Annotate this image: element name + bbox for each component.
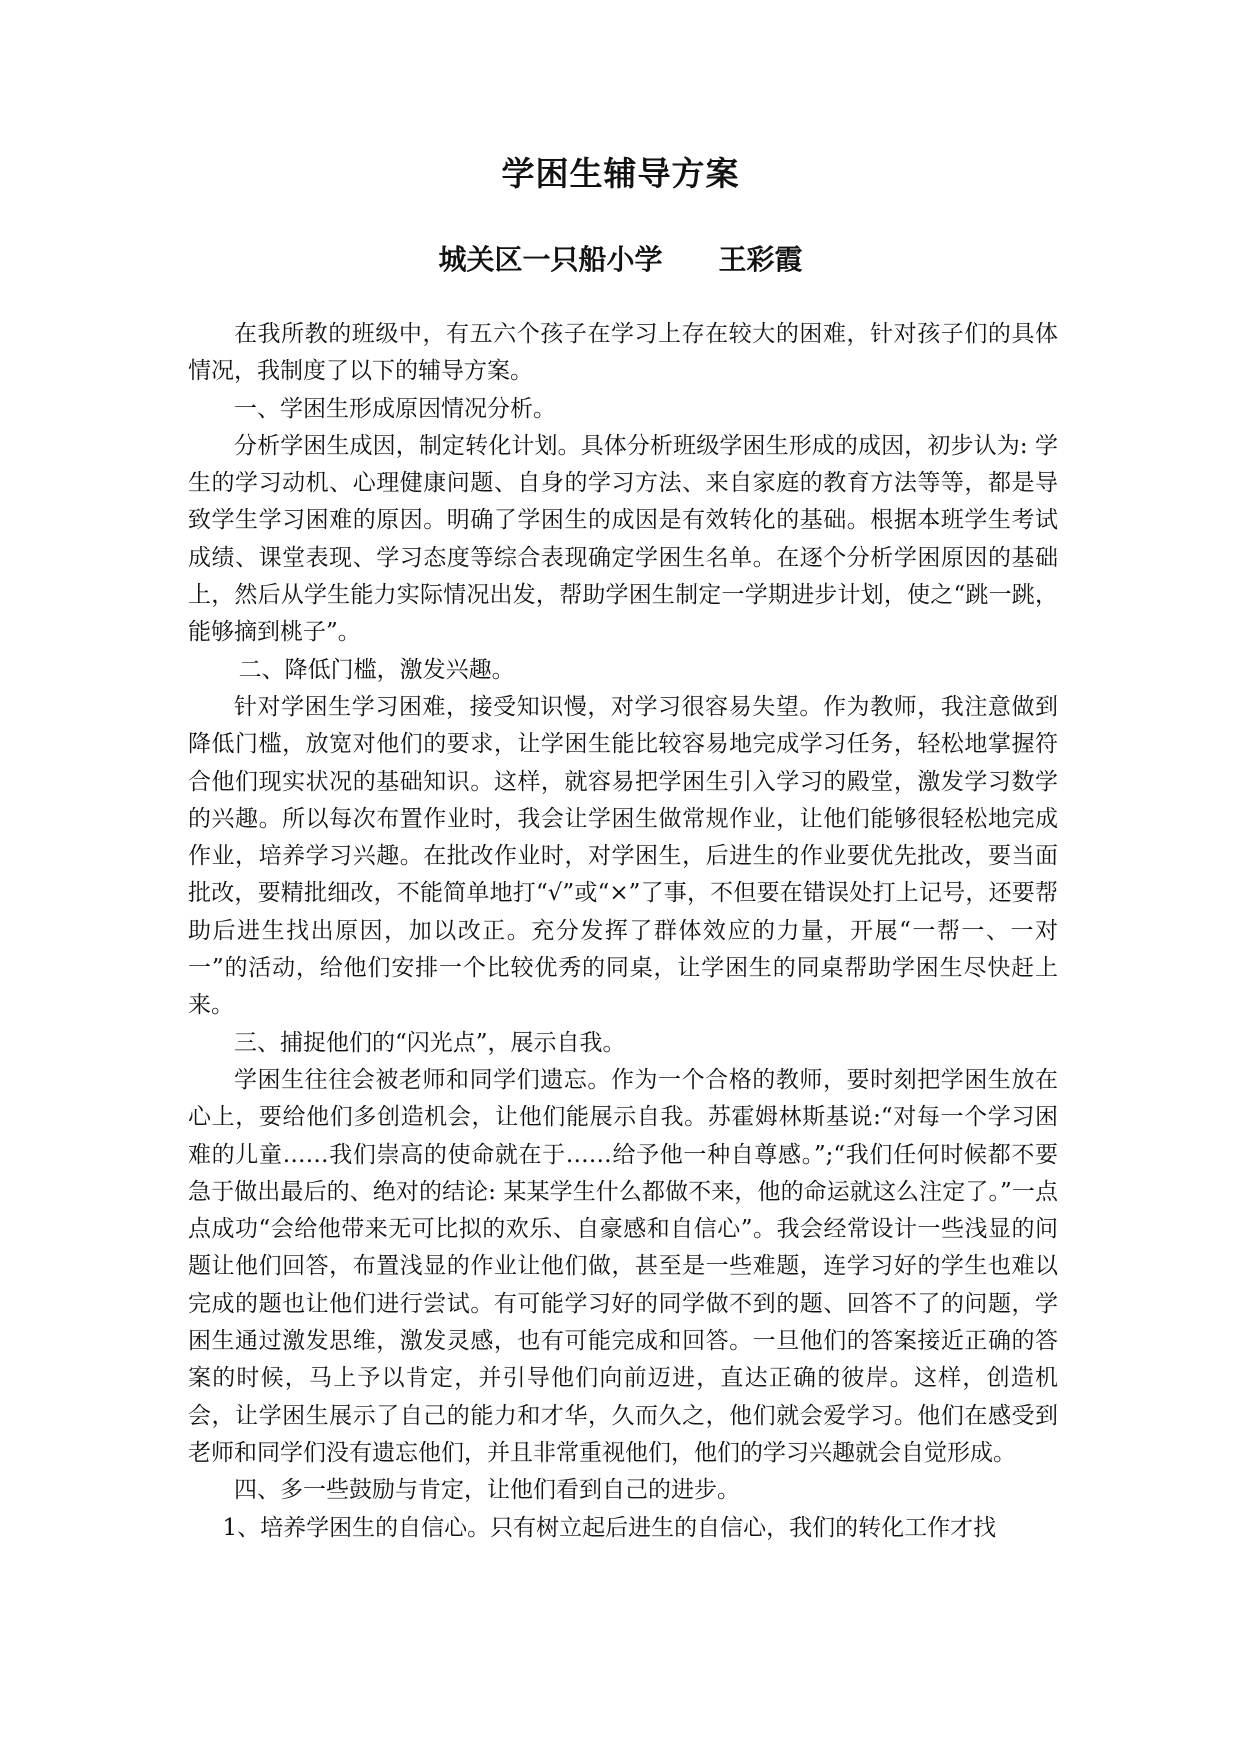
intro-paragraph: 在我所教的班级中，有五六个孩子在学习上存在较大的困难，针对孩子们的具体情况，我制度了以下的辅导方案。 — [188, 321, 1058, 385]
section-1-paragraph: 分析学困生成因，制定转化计划。具体分析班级学困生形成的成因，初步认为: 学生的学习动机、心理健康问题、自身的学习方法、来自家庭的教育方法等等，都是导致学生学习困难的原因。明确了学困生的成因是有效转化的基础。根据本班学生考试成绩、课堂表现、学习态度等综合表现确定学困生名单。在逐个分析学困原因的基础上，然后从学生能力实际情况出发，帮助学困生制定一学期进步计划，使之“跳一跳，能够摘到桃子”。 — [188, 432, 1058, 646]
document-title: 学困生辅导方案 — [501, 154, 740, 193]
section-2-paragraph: 针对学困生学习困难，接受知识慢，对学习很容易失望。作为教师，我注意做到降低门槛，放宽对他们的要求，让学困生能比较容易地完成学习任务，轻松地掌握符合他们现实状况的基础知识。这样，就容易把学困生引入学习的殿堂，激发学习数学的兴趣。所以每次布置作业时，我会让学困生做常规作业，让他们能够很轻松地完成作业，培养学习兴趣。在批改作业时，对学困生，后进生的作业要优先批改，要当面批改，要精批细改，不能简单地打“√”或“×”了事，不但要在错误处打上记号，还要帮助后进生找出原因，加以改正。充分发挥了群体效应的力量，开展“一帮一、一对一”的活动，给他们安排一个比较优秀的同桌，让学困生的同桌帮助学困生尽快赶上来。 — [188, 693, 1058, 1019]
section-heading-3: 三、捕捉他们的“闪光点”，展示自我。 — [234, 1029, 626, 1056]
section-3-paragraph: 学困生往往会被老师和同学们遗忘。作为一个合格的教师，要时刻把学困生放在心上，要给他们多创造机会，让他们能展示自我。苏霍姆林斯基说:“对每一个学习困难的儿童……我们崇高的使命就在于……给予他一种自尊感。”;“我们任何时候都不要急于做出最后的、绝对的结论: 某某学生什么都做不来，他的命运就这么注定了。”一点点成功“会给他带来无可比拟的欢乐、自豪感和自信心”。我会经常设计一些浅显的问题让他们回答，布置浅显的作业让他们做，甚至是一些难题，连学习好的学生也难以完成的题也让他们进行尝试。有可能学习好的同学做不到的题、回答不了的问题，学困生通过激发思维，激发灵感，也有可能完成和回答。一旦他们的答案接近正确的答案的时候，马上予以肯定，并引导他们向前迈进，直达正确的彼岸。这样，创造机会，让学困生展示了自己的能力和才华，久而久之，他们就会爱学习。他们在感受到老师和同学们没有遗忘他们，并且非常重视他们，他们的学习兴趣就会自觉形成。 — [188, 1066, 1058, 1466]
section-4-item-1: 1、培养学困生的自信心。只有树立起后进生的自信心，我们的转化工作才找 — [222, 1514, 997, 1541]
section-heading-1: 一、学困生形成原因情况分析。 — [234, 395, 556, 422]
section-heading-4: 四、多一些鼓励与肯定，让他们看到自己的进步。 — [234, 1477, 740, 1504]
document-body — [188, 316, 1058, 1547]
section-heading-2: 二、降低门槛，激发兴趣。 — [238, 656, 515, 683]
author-byline: 城关区一只船小学 王彩霞 — [438, 243, 803, 276]
